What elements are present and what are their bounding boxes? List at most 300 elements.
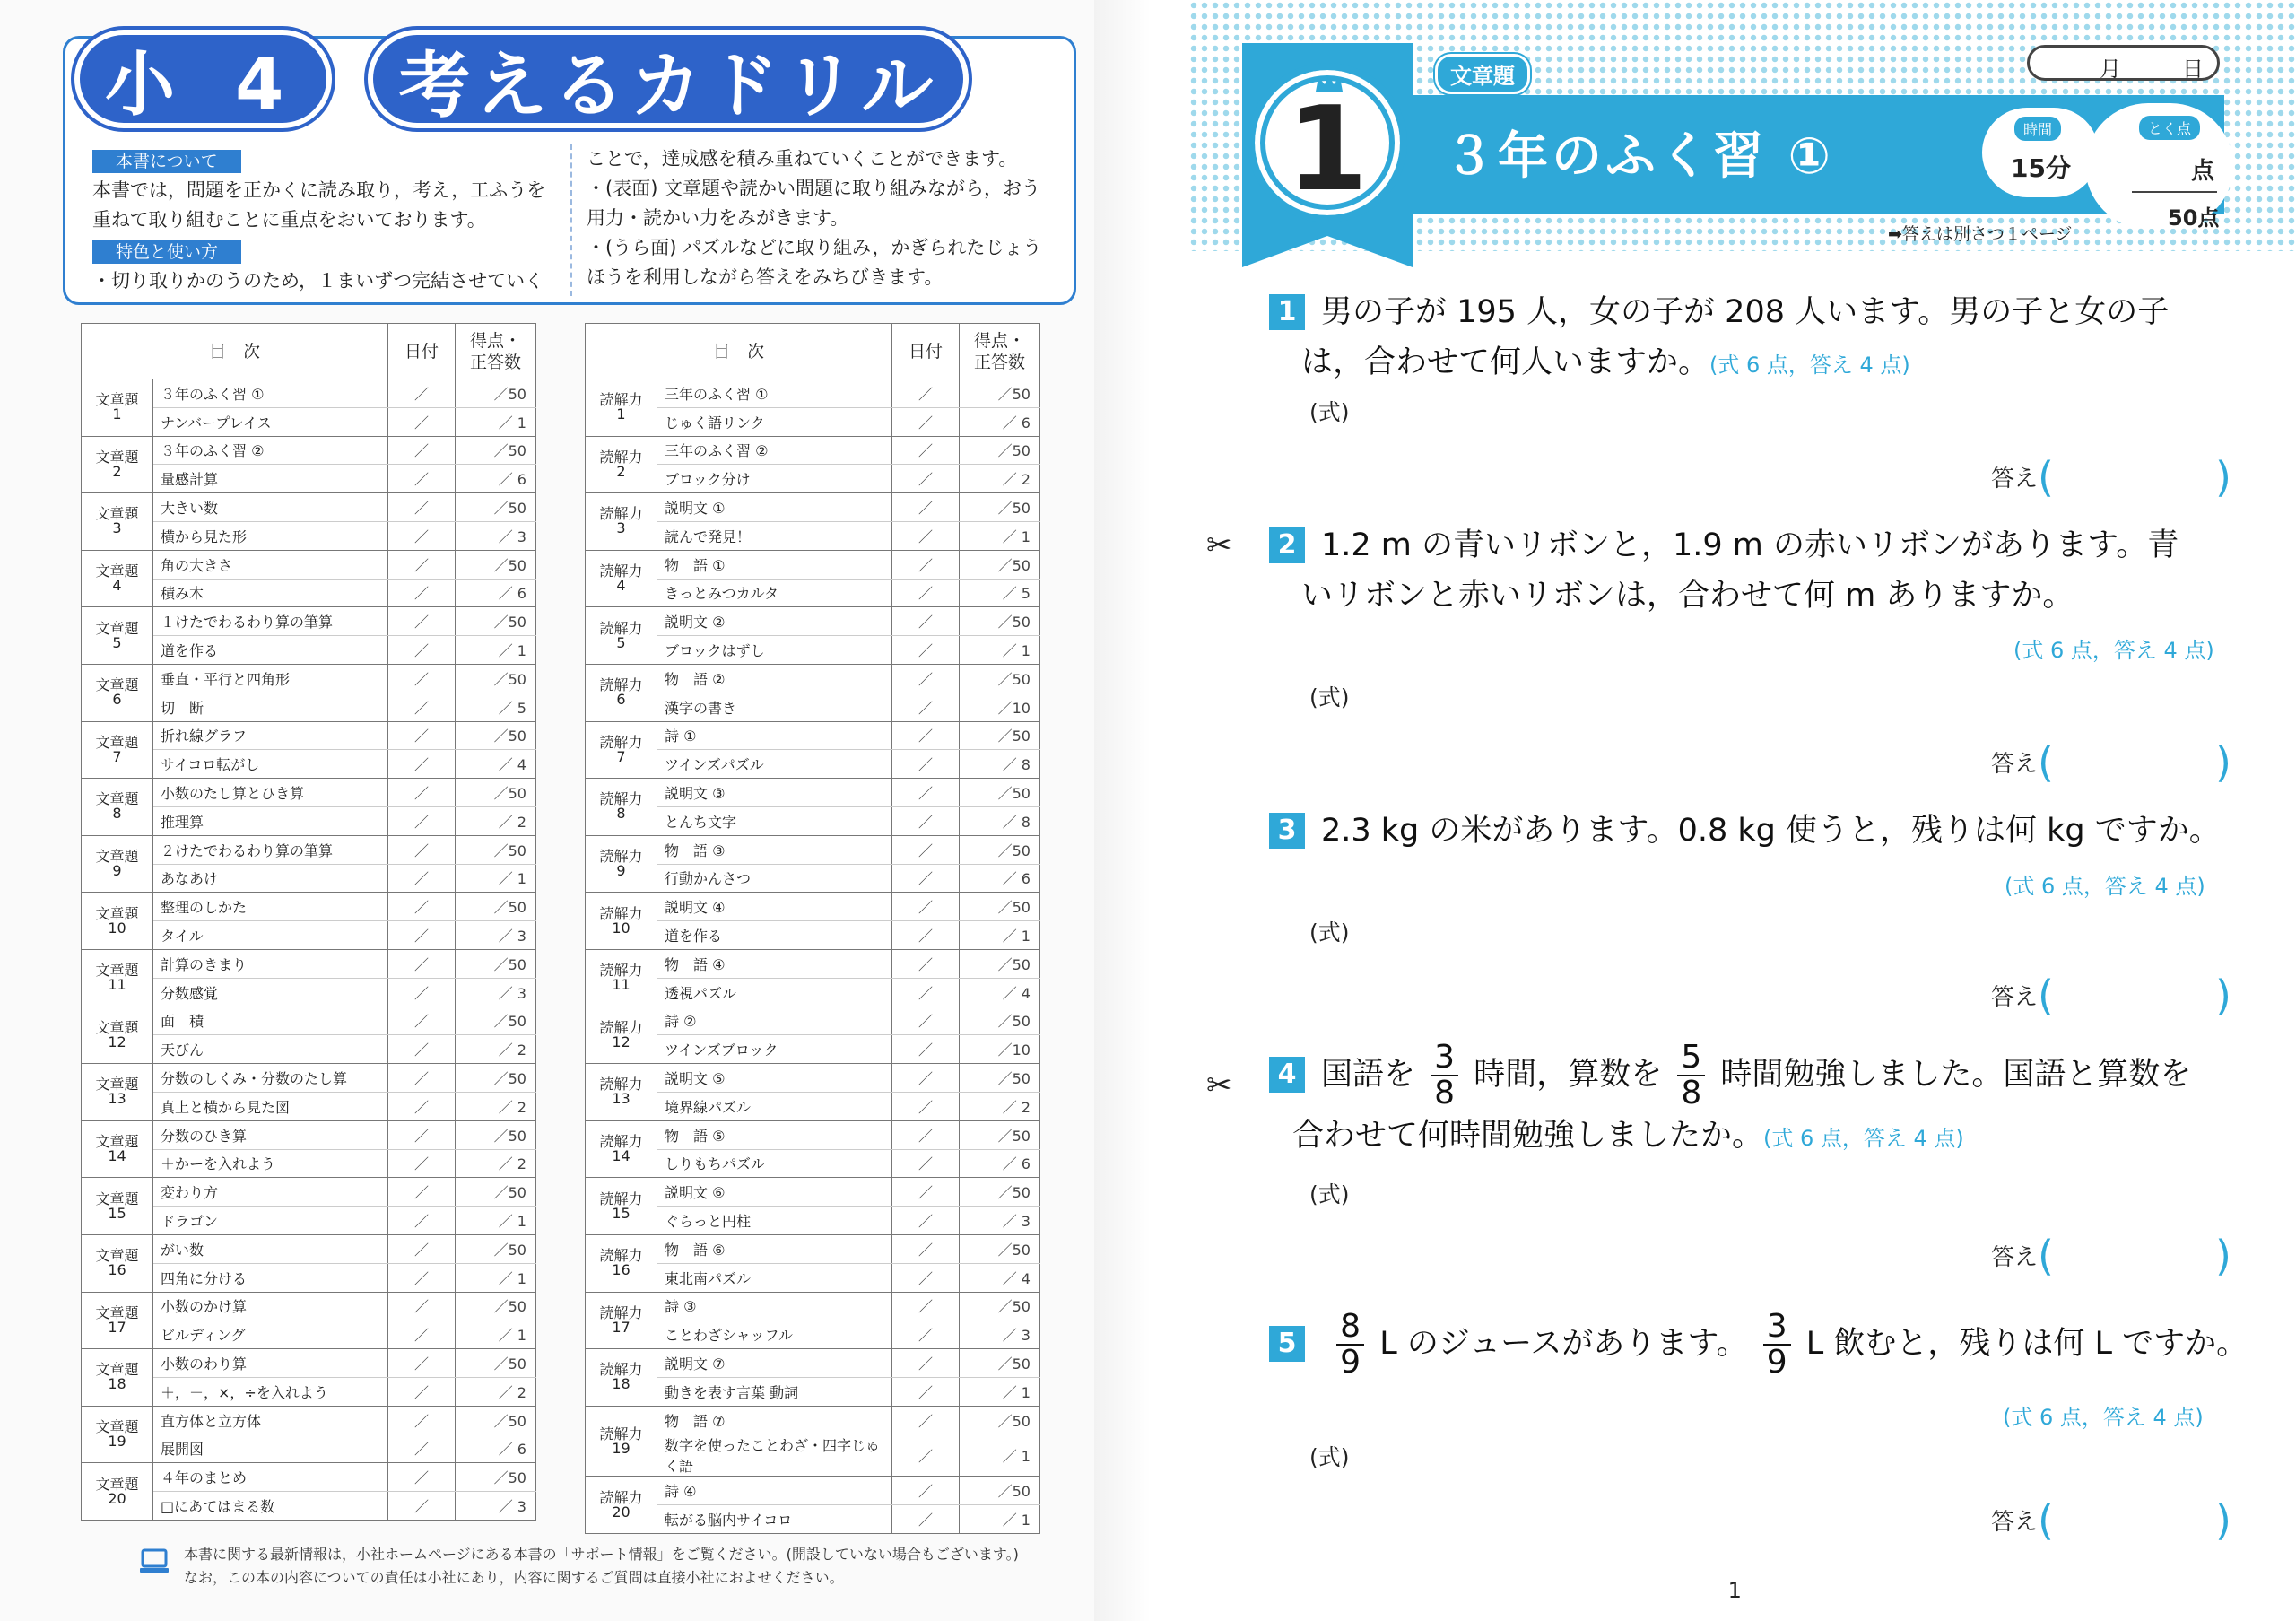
toc-date-cell[interactable]: ／ bbox=[388, 607, 456, 636]
feature-bullet-2: ・(表面) 文章題や読かい問題に取り組みながら，おう用力・読かい力をみがきます。 bbox=[587, 178, 1041, 229]
toc-score-cell[interactable]: ／ 6 bbox=[456, 579, 536, 607]
points-note: (式 6 点，答え 4 点) bbox=[2005, 874, 2205, 899]
toc-item-title: サイコロ転がし bbox=[153, 750, 388, 779]
toc-item-title: 詩 ① bbox=[657, 721, 892, 750]
left-page bbox=[0, 0, 1094, 1621]
toc-date-cell[interactable]: ／ bbox=[892, 1092, 960, 1120]
toc-score-cell[interactable]: ／ 2 bbox=[456, 1377, 536, 1406]
toc-score-cell[interactable]: ／50 bbox=[456, 664, 536, 693]
toc-score-cell[interactable]: ／50 bbox=[456, 550, 536, 579]
toc-item-title: 道を作る bbox=[657, 921, 892, 950]
toc-date-cell[interactable]: ／ bbox=[892, 693, 960, 721]
toc-date-cell[interactable]: ／ bbox=[388, 806, 456, 835]
toc-item-title: 詩 ④ bbox=[657, 1477, 892, 1505]
score-divider bbox=[2132, 191, 2217, 193]
toc-item-title: 小数のかけ算 bbox=[153, 1292, 388, 1320]
toc-date-cell[interactable]: ／ bbox=[388, 521, 456, 550]
score-unit: 点 bbox=[2191, 158, 2215, 185]
toc-item-title: 道を作る bbox=[153, 636, 388, 665]
toc-score-cell[interactable]: ／ 4 bbox=[456, 750, 536, 779]
toc-score-cell[interactable]: ／50 bbox=[960, 1178, 1040, 1207]
toc-score-cell[interactable]: ／50 bbox=[456, 1463, 536, 1492]
toc-category: 文章題 20 bbox=[82, 1463, 153, 1521]
question-text: は，合わせて何人いますか。 bbox=[1301, 344, 1710, 380]
toc-score-cell[interactable]: ／50 bbox=[456, 1234, 536, 1263]
toc-category: 読解力 18 bbox=[586, 1349, 657, 1407]
toc-score-cell[interactable]: ／ 8 bbox=[960, 806, 1040, 835]
toc-score-cell[interactable]: ／ 1 bbox=[960, 521, 1040, 550]
toc-item-title: 物 語 ① bbox=[657, 550, 892, 579]
book-gutter bbox=[1094, 0, 1188, 1621]
toc-score-cell[interactable]: ／ 5 bbox=[456, 693, 536, 721]
toc-category: 読解力 9 bbox=[586, 835, 657, 893]
toc-item-title: ブロックはずし bbox=[657, 636, 892, 665]
toc-item-title: ことわざシャッフル bbox=[657, 1320, 892, 1349]
intro-box bbox=[63, 36, 1076, 305]
toc-item-title: 分数のひき算 bbox=[153, 1120, 388, 1149]
answer-field[interactable] bbox=[1991, 738, 2231, 787]
toc-score-cell[interactable]: ／ 2 bbox=[456, 1092, 536, 1120]
toc-date-cell[interactable]: ／ bbox=[388, 1149, 456, 1178]
toc-date-cell[interactable]: ／ bbox=[892, 1349, 960, 1378]
toc-item-title: 物 語 ④ bbox=[657, 949, 892, 978]
toc-date-cell[interactable]: ／ bbox=[388, 1007, 456, 1035]
toc-row bbox=[82, 1463, 536, 1492]
toc-date-cell[interactable]: ／ bbox=[892, 864, 960, 893]
toc-category: 読解力 6 bbox=[586, 664, 657, 721]
toc-score-cell[interactable]: ／50 bbox=[456, 1292, 536, 1320]
toc-date-cell[interactable]: ／ bbox=[892, 893, 960, 921]
toc-date-cell[interactable]: ／ bbox=[388, 465, 456, 493]
right-page bbox=[1188, 0, 2296, 1621]
scissors-icon: ✂ bbox=[1206, 527, 1232, 563]
toc-score-cell[interactable]: ／ 3 bbox=[456, 978, 536, 1007]
toc-date-cell[interactable]: ／ bbox=[892, 835, 960, 864]
toc-date-cell[interactable]: ／ bbox=[388, 1064, 456, 1093]
toc-date-cell[interactable]: ／ bbox=[892, 1178, 960, 1207]
toc-score-cell[interactable]: ／50 bbox=[960, 721, 1040, 750]
toc-score-cell[interactable]: ／ 3 bbox=[456, 521, 536, 550]
toc-score-cell[interactable]: ／ 1 bbox=[960, 636, 1040, 665]
toc-score-cell[interactable]: ／ 4 bbox=[960, 1263, 1040, 1292]
toc-category: 文章題 17 bbox=[82, 1292, 153, 1349]
toc-score-cell[interactable]: ／50 bbox=[960, 949, 1040, 978]
toc-score-cell[interactable]: ／50 bbox=[960, 1292, 1040, 1320]
toc-date-cell[interactable]: ／ bbox=[388, 407, 456, 436]
toc-date-cell[interactable]: ／ bbox=[892, 1320, 960, 1349]
toc-score-cell[interactable]: ／ 1 bbox=[456, 1320, 536, 1349]
toc-date-cell[interactable]: ／ bbox=[388, 893, 456, 921]
toc-score-cell[interactable]: ／ 4 bbox=[960, 978, 1040, 1007]
toc-category: 文章題 10 bbox=[82, 893, 153, 950]
toc-row bbox=[586, 493, 1040, 522]
toc-score-cell[interactable]: ／ 2 bbox=[456, 806, 536, 835]
toc-score-cell[interactable]: ／50 bbox=[456, 893, 536, 921]
toc-item-title: 四角に分ける bbox=[153, 1263, 388, 1292]
toc-date-cell[interactable]: ／ bbox=[388, 835, 456, 864]
toc-score-cell[interactable]: ／ 3 bbox=[960, 1207, 1040, 1235]
toc-date-cell[interactable]: ／ bbox=[388, 1406, 456, 1434]
paren-close: ) bbox=[2214, 453, 2231, 501]
question-2 bbox=[1269, 520, 2265, 621]
toc-item-title: ３年のふく習 ① bbox=[153, 379, 388, 408]
toc-category: 文章題 3 bbox=[82, 493, 153, 551]
toc-date-cell[interactable]: ／ bbox=[892, 1292, 960, 1320]
question-number: 4 bbox=[1269, 1057, 1305, 1093]
toc-category: 読解力 1 bbox=[586, 379, 657, 437]
toc-score-cell[interactable]: ／ 1 bbox=[960, 1434, 1040, 1477]
toc-score-cell[interactable]: ／50 bbox=[456, 1178, 536, 1207]
toc-row bbox=[586, 1064, 1040, 1093]
toc-row bbox=[82, 550, 536, 579]
toc-date-cell[interactable]: ／ bbox=[892, 721, 960, 750]
toc-score-cell[interactable]: ／ 1 bbox=[456, 1207, 536, 1235]
toc-row bbox=[586, 1477, 1040, 1505]
toc-date-cell[interactable]: ／ bbox=[388, 1120, 456, 1149]
toc-row bbox=[82, 721, 536, 750]
toc-date-cell[interactable]: ／ bbox=[892, 1234, 960, 1263]
toc-row bbox=[586, 550, 1040, 579]
toc-date-cell[interactable]: ／ bbox=[388, 436, 456, 465]
toc-date-cell[interactable]: ／ bbox=[892, 1207, 960, 1235]
points-note: (式 6 点，答え 4 点) bbox=[2003, 1405, 2204, 1430]
toc-date-cell[interactable]: ／ bbox=[388, 550, 456, 579]
toc-item-title: 垂直・平行と四角形 bbox=[153, 664, 388, 693]
toc-date-cell[interactable]: ／ bbox=[892, 1406, 960, 1434]
toc-score-cell[interactable]: ／ 2 bbox=[456, 1035, 536, 1064]
toc-row bbox=[82, 893, 536, 921]
toc-score-cell[interactable]: ／50 bbox=[960, 779, 1040, 807]
toc-score-cell[interactable]: ／ 1 bbox=[960, 1377, 1040, 1406]
toc-score-cell[interactable]: ／ 2 bbox=[456, 1149, 536, 1178]
toc-date-cell[interactable]: ／ bbox=[892, 1149, 960, 1178]
toc-score-cell[interactable]: ／ 3 bbox=[960, 1320, 1040, 1349]
toc-score-cell[interactable]: ／ 8 bbox=[960, 750, 1040, 779]
toc-row bbox=[586, 1292, 1040, 1320]
toc-date-cell[interactable]: ／ bbox=[388, 721, 456, 750]
toc-date-cell[interactable]: ／ bbox=[892, 579, 960, 607]
toc-date-cell[interactable]: ／ bbox=[388, 636, 456, 665]
work-label: (式) bbox=[1309, 919, 1350, 946]
score-label: とく点 bbox=[2139, 116, 2200, 140]
toc-date-cell[interactable]: ／ bbox=[388, 579, 456, 607]
toc-item-title: ３年のふく習 ② bbox=[153, 436, 388, 465]
toc-score-cell[interactable]: ／ 1 bbox=[456, 864, 536, 893]
toc-score-cell[interactable]: ／50 bbox=[456, 1120, 536, 1149]
computer-icon bbox=[139, 1548, 170, 1575]
toc-score-cell[interactable]: ／ 1 bbox=[960, 921, 1040, 950]
toc-date-cell[interactable]: ／ bbox=[388, 1178, 456, 1207]
toc-date-cell[interactable]: ／ bbox=[388, 1092, 456, 1120]
toc-category: 読解力 20 bbox=[586, 1477, 657, 1534]
toc-item-title: 小数のわり算 bbox=[153, 1349, 388, 1378]
toc-item-title: ナンバープレイス bbox=[153, 407, 388, 436]
toc-category: 文章題 12 bbox=[82, 1007, 153, 1064]
toc-item-title: 説明文 ⑦ bbox=[657, 1349, 892, 1378]
score-field[interactable] bbox=[2085, 103, 2233, 229]
toc-score-cell[interactable]: ／50 bbox=[456, 607, 536, 636]
toc-score-cell[interactable]: ／50 bbox=[960, 1064, 1040, 1093]
toc-date-cell[interactable]: ／ bbox=[892, 1007, 960, 1035]
toc-date-cell[interactable]: ／ bbox=[388, 1434, 456, 1463]
toc-header-contents: 目 次 bbox=[586, 324, 892, 379]
about-book-tag: 本書について bbox=[92, 150, 241, 173]
question-text: 男の子が 195 人，女の子が 208 人います。男の子と女の子 bbox=[1321, 294, 2170, 330]
date-field[interactable] bbox=[2027, 45, 2220, 81]
intro-left-column bbox=[78, 144, 570, 296]
footer-note bbox=[184, 1543, 1019, 1590]
toc-date-cell[interactable]: ／ bbox=[892, 750, 960, 779]
toc-score-cell[interactable]: ／50 bbox=[456, 379, 536, 408]
toc-date-cell[interactable]: ／ bbox=[388, 1349, 456, 1378]
toc-score-cell[interactable]: ／ 6 bbox=[960, 864, 1040, 893]
toc-score-cell[interactable]: ／50 bbox=[960, 1234, 1040, 1263]
toc-category: 文章題 11 bbox=[82, 949, 153, 1007]
toc-date-cell[interactable]: ／ bbox=[388, 921, 456, 950]
score-max: 50点 bbox=[2168, 205, 2220, 231]
lesson-badge bbox=[1248, 63, 1407, 222]
toc-score-cell[interactable]: ／50 bbox=[456, 949, 536, 978]
toc-score-cell[interactable]: ／50 bbox=[960, 1406, 1040, 1434]
toc-date-cell[interactable]: ／ bbox=[892, 1120, 960, 1149]
toc-date-cell[interactable]: ／ bbox=[388, 1463, 456, 1492]
toc-date-cell[interactable]: ／ bbox=[388, 664, 456, 693]
answer-field[interactable] bbox=[1991, 453, 2231, 501]
toc-date-cell[interactable]: ／ bbox=[892, 1377, 960, 1406]
toc-score-cell[interactable]: ／10 bbox=[960, 1035, 1040, 1064]
answer-field[interactable] bbox=[1991, 1232, 2231, 1280]
main-title: 考えるカドリル bbox=[368, 30, 969, 128]
toc-row bbox=[82, 1349, 536, 1378]
toc-row bbox=[82, 1120, 536, 1149]
question-number: 3 bbox=[1269, 813, 1305, 849]
toc-score-cell[interactable]: ／50 bbox=[960, 436, 1040, 465]
question-text: 合わせて何時間勉強しましたか。 bbox=[1292, 1118, 1764, 1154]
toc-category: 読解力 4 bbox=[586, 550, 657, 607]
toc-date-cell[interactable]: ／ bbox=[892, 806, 960, 835]
toc-row bbox=[586, 379, 1040, 408]
toc-score-cell[interactable]: ／50 bbox=[960, 893, 1040, 921]
toc-score-cell[interactable]: ／50 bbox=[960, 1349, 1040, 1378]
toc-header-score: 得点・ 正答数 bbox=[456, 324, 536, 379]
toc-date-cell[interactable]: ／ bbox=[388, 1292, 456, 1320]
toc-score-cell[interactable]: ／50 bbox=[960, 1120, 1040, 1149]
toc-item-title: 積み木 bbox=[153, 579, 388, 607]
toc-category: 読解力 3 bbox=[586, 493, 657, 551]
toc-category: 文章題 13 bbox=[82, 1064, 153, 1121]
toc-score-cell[interactable]: ／50 bbox=[456, 779, 536, 807]
toc-date-cell[interactable]: ／ bbox=[388, 1492, 456, 1521]
toc-date-cell[interactable]: ／ bbox=[892, 1064, 960, 1093]
toc-item-title: 行動かんさつ bbox=[657, 864, 892, 893]
toc-item-title: 切 断 bbox=[153, 693, 388, 721]
question-5 bbox=[1269, 1310, 2265, 1380]
toc-score-cell[interactable]: ／ 6 bbox=[456, 465, 536, 493]
toc-date-cell[interactable]: ／ bbox=[892, 550, 960, 579]
toc-item-title: あなあけ bbox=[153, 864, 388, 893]
toc-date-cell[interactable]: ／ bbox=[892, 1434, 960, 1477]
toc-score-cell[interactable]: ／50 bbox=[960, 607, 1040, 636]
toc-score-cell[interactable]: ／50 bbox=[960, 664, 1040, 693]
question-text: 1.2 m の青いリボンと，1.9 m の赤いリボンがあります。青 bbox=[1321, 527, 2179, 563]
toc-date-cell[interactable]: ／ bbox=[388, 750, 456, 779]
lesson-number: 1 bbox=[1286, 81, 1369, 217]
toc-row bbox=[82, 1234, 536, 1263]
toc-item-title: 説明文 ③ bbox=[657, 779, 892, 807]
toc-row bbox=[82, 664, 536, 693]
toc-item-title: 分数感覚 bbox=[153, 978, 388, 1007]
toc-score-cell[interactable]: ／10 bbox=[960, 693, 1040, 721]
toc-item-title: 物 語 ⑦ bbox=[657, 1406, 892, 1434]
toc-score-cell[interactable]: ／ 3 bbox=[456, 921, 536, 950]
toc-date-cell[interactable]: ／ bbox=[892, 1477, 960, 1505]
toc-score-cell[interactable]: ／50 bbox=[456, 1064, 536, 1093]
toc-row bbox=[586, 1178, 1040, 1207]
toc-row bbox=[82, 1064, 536, 1093]
toc-score-cell[interactable]: ／ 6 bbox=[960, 407, 1040, 436]
toc-score-cell[interactable]: ／ 3 bbox=[456, 1492, 536, 1521]
toc-date-cell[interactable]: ／ bbox=[892, 949, 960, 978]
toc-item-title: 物 語 ⑤ bbox=[657, 1120, 892, 1149]
toc-score-cell[interactable]: ／ 1 bbox=[456, 636, 536, 665]
toc-date-cell[interactable]: ／ bbox=[892, 636, 960, 665]
toc-category: 文章題 2 bbox=[82, 436, 153, 493]
toc-item-title: しりもちパズル bbox=[657, 1149, 892, 1178]
lesson-category-tag: 文章題 bbox=[1435, 54, 1530, 94]
toc-score-cell[interactable]: ／50 bbox=[960, 550, 1040, 579]
toc-item-title: 詩 ③ bbox=[657, 1292, 892, 1320]
toc-item-title: タイル bbox=[153, 921, 388, 950]
toc-item-title: 詩 ② bbox=[657, 1007, 892, 1035]
toc-score-cell[interactable]: ／50 bbox=[456, 835, 536, 864]
toc-date-cell[interactable]: ／ bbox=[388, 493, 456, 522]
toc-item-title: ビルディング bbox=[153, 1320, 388, 1349]
toc-score-cell[interactable]: ／ 1 bbox=[456, 407, 536, 436]
toc-category: 読解力 15 bbox=[586, 1178, 657, 1235]
toc-row bbox=[586, 835, 1040, 864]
toc-date-cell[interactable]: ／ bbox=[388, 1377, 456, 1406]
toc-item-title: 量感計算 bbox=[153, 465, 388, 493]
toc-item-title: がい数 bbox=[153, 1234, 388, 1263]
toc-category: 文章題 9 bbox=[82, 835, 153, 893]
toc-date-cell[interactable]: ／ bbox=[388, 949, 456, 978]
toc-date-cell[interactable]: ／ bbox=[388, 1035, 456, 1064]
toc-score-cell[interactable]: ／50 bbox=[456, 1349, 536, 1378]
toc-category: 読解力 2 bbox=[586, 436, 657, 493]
question-text: L 飲むと，残りは何 L ですか。 bbox=[1805, 1326, 2248, 1362]
toc-category: 文章題 18 bbox=[82, 1349, 153, 1407]
toc-date-cell[interactable]: ／ bbox=[892, 664, 960, 693]
toc-date-cell[interactable]: ／ bbox=[892, 521, 960, 550]
toc-score-cell[interactable]: ／ 6 bbox=[960, 1149, 1040, 1178]
paren-open: ( bbox=[2038, 453, 2054, 501]
toc-score-cell[interactable]: ／50 bbox=[960, 1477, 1040, 1505]
toc-date-cell[interactable]: ／ bbox=[892, 1035, 960, 1064]
toc-category: 読解力 17 bbox=[586, 1292, 657, 1349]
toc-date-cell[interactable]: ／ bbox=[388, 779, 456, 807]
toc-category: 文章題 14 bbox=[82, 1120, 153, 1178]
toc-score-cell[interactable]: ／50 bbox=[456, 436, 536, 465]
toc-score-cell[interactable]: ／ 2 bbox=[960, 465, 1040, 493]
toc-date-cell[interactable]: ／ bbox=[892, 379, 960, 408]
toc-date-cell[interactable]: ／ bbox=[388, 864, 456, 893]
toc-score-cell[interactable]: ／50 bbox=[456, 493, 536, 522]
paren-close: ) bbox=[2214, 972, 2231, 1020]
toc-date-cell[interactable]: ／ bbox=[892, 436, 960, 465]
toc-category: 読解力 16 bbox=[586, 1234, 657, 1292]
toc-date-cell[interactable]: ／ bbox=[388, 1234, 456, 1263]
footer-line-1: 本書に関する最新情報は，小社ホームページにある本書の「サポート情報」をご覧ください。(開設していない場合もございます。) bbox=[184, 1546, 1019, 1563]
toc-date-cell[interactable]: ／ bbox=[388, 1320, 456, 1349]
points-note: (式 6 点，答え 4 点) bbox=[1763, 1126, 1964, 1151]
toc-row bbox=[82, 949, 536, 978]
toc-date-cell[interactable]: ／ bbox=[388, 693, 456, 721]
toc-item-title: 物 語 ⑥ bbox=[657, 1234, 892, 1263]
toc-date-cell[interactable]: ／ bbox=[892, 978, 960, 1007]
toc-date-cell[interactable]: ／ bbox=[388, 1207, 456, 1235]
toc-score-cell[interactable]: ／50 bbox=[960, 835, 1040, 864]
toc-score-cell[interactable]: ／50 bbox=[456, 1406, 536, 1434]
toc-date-cell[interactable]: ／ bbox=[388, 379, 456, 408]
toc-row bbox=[82, 493, 536, 522]
date-month-label: 月 bbox=[2100, 57, 2121, 82]
answer-field[interactable] bbox=[1991, 1496, 2231, 1545]
toc-category: 読解力 11 bbox=[586, 949, 657, 1007]
toc-category: 読解力 14 bbox=[586, 1120, 657, 1178]
toc-row bbox=[82, 1406, 536, 1434]
toc-score-cell[interactable]: ／50 bbox=[960, 493, 1040, 522]
toc-row bbox=[586, 664, 1040, 693]
toc-item-title: 物 語 ② bbox=[657, 664, 892, 693]
toc-row bbox=[82, 379, 536, 408]
answer-field[interactable] bbox=[1991, 972, 2231, 1020]
footer-line-2: なお，この本の内容についての責任は小社にあり，内容に関するご質問は直接小社におよせください。 bbox=[184, 1569, 844, 1586]
paren-open: ( bbox=[2038, 972, 2054, 1020]
toc-item-title: じゅく語リンク bbox=[657, 407, 892, 436]
toc-score-cell[interactable]: ／ 2 bbox=[960, 1092, 1040, 1120]
answer-label: 答え bbox=[1991, 1244, 2039, 1271]
toc-score-cell[interactable]: ／ 1 bbox=[960, 1505, 1040, 1534]
toc-score-cell[interactable]: ／ 1 bbox=[456, 1263, 536, 1292]
toc-date-cell[interactable]: ／ bbox=[892, 1505, 960, 1534]
toc-score-cell[interactable]: ／50 bbox=[456, 1007, 536, 1035]
toc-date-cell[interactable]: ／ bbox=[892, 607, 960, 636]
toc-date-cell[interactable]: ／ bbox=[388, 1263, 456, 1292]
toc-date-cell[interactable]: ／ bbox=[892, 779, 960, 807]
answer-label: 答え bbox=[1991, 984, 2039, 1011]
toc-score-cell[interactable]: ／50 bbox=[960, 1007, 1040, 1035]
toc-date-cell[interactable]: ／ bbox=[892, 1263, 960, 1292]
grade-title: 小 4 bbox=[74, 30, 332, 128]
toc-item-title: 東北南パズル bbox=[657, 1263, 892, 1292]
toc-row bbox=[586, 1406, 1040, 1434]
toc-score-cell[interactable]: ／50 bbox=[456, 721, 536, 750]
toc-date-cell[interactable]: ／ bbox=[388, 978, 456, 1007]
toc-row bbox=[82, 1007, 536, 1035]
paren-open: ( bbox=[2038, 1232, 2054, 1280]
toc-date-cell[interactable]: ／ bbox=[892, 407, 960, 436]
toc-item-title: ツインズブロック bbox=[657, 1035, 892, 1064]
feature-bullet-1a: ・切り取りかのうのため，１まいずつ完結させていく bbox=[92, 270, 544, 292]
toc-score-cell[interactable]: ／50 bbox=[960, 379, 1040, 408]
toc-date-cell[interactable]: ／ bbox=[892, 921, 960, 950]
toc-date-cell[interactable]: ／ bbox=[892, 493, 960, 522]
toc-row bbox=[82, 436, 536, 465]
toc-score-cell[interactable]: ／ 6 bbox=[456, 1434, 536, 1463]
toc-date-cell[interactable]: ／ bbox=[892, 465, 960, 493]
toc-score-cell[interactable]: ／ 5 bbox=[960, 579, 1040, 607]
fraction: $\frac{3}{9}$ bbox=[1763, 1310, 1791, 1380]
